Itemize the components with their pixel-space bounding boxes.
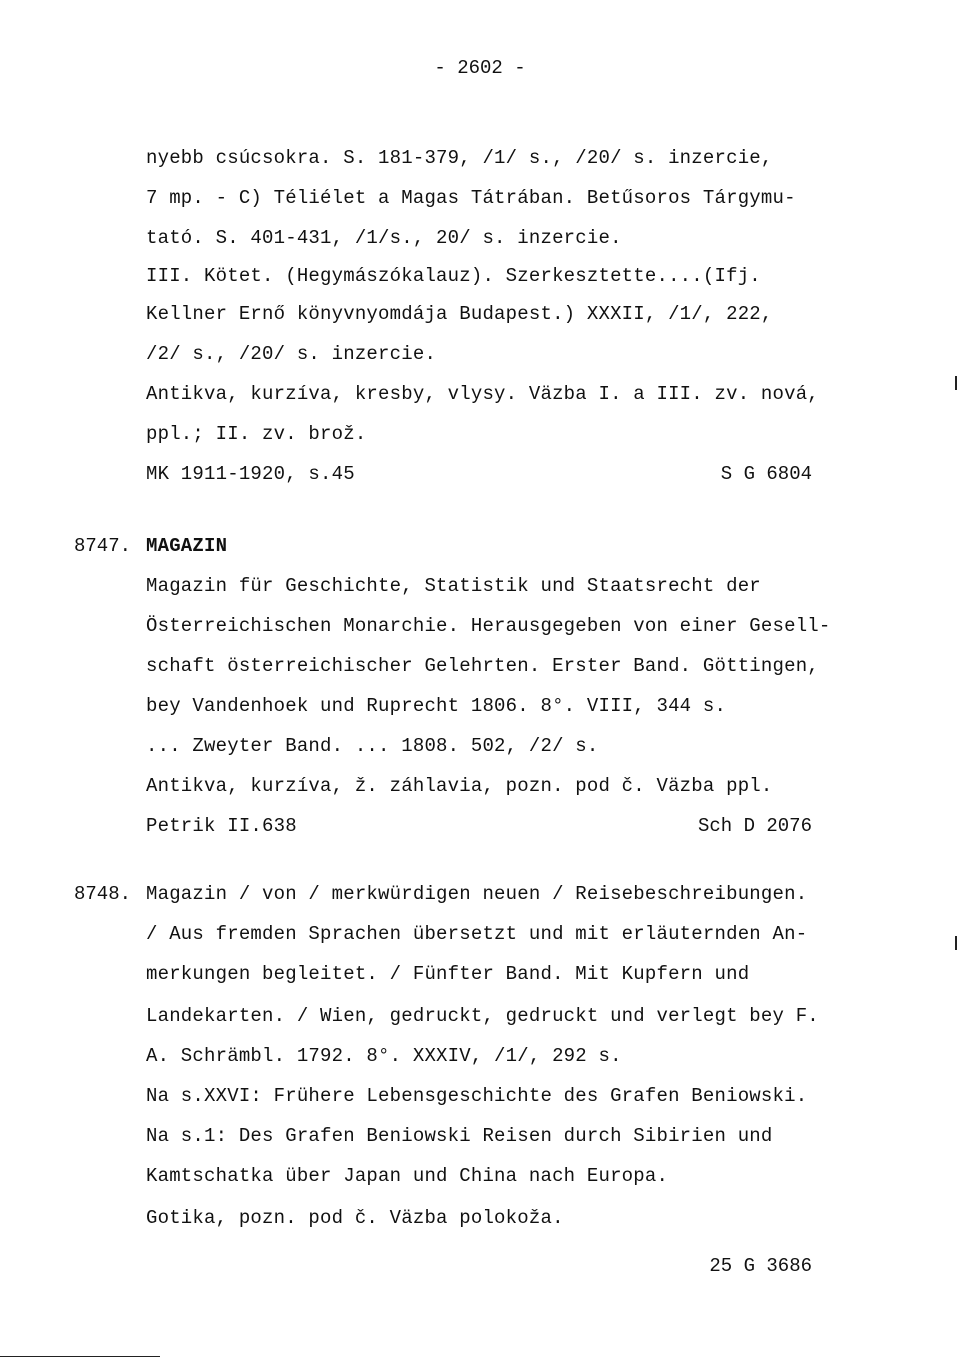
entry-prev-line-8: ppl.; II. zv. brož. (146, 423, 367, 445)
entry-8747-line-1: Magazin für Geschichte, Statistik und Staatsrecht der (146, 575, 761, 597)
entry-prev-ref-left: MK 1911-1920, s.45 (146, 463, 355, 485)
page-number: - 2602 - (434, 57, 526, 79)
entry-8747-line-5: ... Zweyter Band. ... 1808. 502, /2/ s. (146, 735, 599, 757)
entry-prev-line-5: Kellner Ernő könyvnyomdája Budapest.) XXXII, /1/, 222, (146, 303, 773, 325)
entry-prev-line-1: nyebb csúcsokra. S. 181-379, /1/ s., /20/ s. inzercie, (146, 147, 773, 169)
entry-number: 8747. (74, 535, 132, 557)
margin-tick (955, 936, 957, 950)
entry-8747-line-4: bey Vandenhoek und Ruprecht 1806. 8°. VIII, 344 s. (146, 695, 727, 717)
entry-number: 8748. (74, 883, 132, 905)
entry-8748-line-2: / Aus fremden Sprachen übersetzt und mit erläuternden An- (146, 923, 808, 945)
entry-8748-ref-right: 25 G 3686 (709, 1255, 812, 1277)
entry-8748-line-5: A. Schrämbl. 1792. 8°. XXXIV, /1/, 292 s. (146, 1045, 622, 1067)
entry-8747-line-2: Österreichischen Monarchie. Herausgegeben von einer Gesell- (146, 615, 831, 637)
entry-prev-ref-right: S G 6804 (720, 463, 812, 485)
entry-8748-line-4: Landekarten. / Wien, gedruckt, gedruckt und verlegt bey F. (146, 1005, 819, 1027)
entry-prev-line-3: tató. S. 401-431, /1/s., 20/ s. inzercie. (146, 227, 622, 249)
entry-8748-line-6: Na s.XXVI: Frühere Lebensgeschichte des Grafen Beniowski. (146, 1085, 808, 1107)
entry-8748-line-1: Magazin / von / merkwürdigen neuen / Reisebeschreibungen. (146, 883, 808, 905)
entry-8748-line-3: merkungen begleitet. / Fünfter Band. Mit Kupfern und (146, 963, 750, 985)
entry-prev-line-2: 7 mp. - C) Téliélet a Magas Tátrában. Betűsoros Tárgymu- (146, 187, 796, 209)
entry-prev-line-4: III. Kötet. (Hegymászókalauz). Szerkesztette....(Ifj. (146, 265, 761, 287)
bottom-rule (0, 1356, 160, 1357)
entry-8748-line-8: Kamtschatka über Japan und China nach Europa. (146, 1165, 669, 1187)
entry-prev-line-7: Antikva, kurzíva, kresby, vlysy. Väzba I. a III. zv. nová, (146, 383, 819, 405)
entry-8748-line-9: Gotika, pozn. pod č. Väzba polokoža. (146, 1207, 564, 1229)
entry-8747-ref-right: Sch D 2076 (697, 815, 812, 837)
entry-8748-line-7: Na s.1: Des Grafen Beniowski Reisen durch Sibirien und (146, 1125, 773, 1147)
entry-prev-line-6: /2/ s., /20/ s. inzercie. (146, 343, 437, 365)
entry-8747-line-3: schaft österreichischer Gelehrten. Erster Band. Göttingen, (146, 655, 819, 677)
margin-tick (955, 376, 957, 390)
entry-8747-ref-left: Petrik II.638 (146, 815, 297, 837)
entry-heading: MAGAZIN (146, 535, 228, 557)
entry-8747-line-6: Antikva, kurzíva, ž. záhlavia, pozn. pod č. Väzba ppl. (146, 775, 773, 797)
